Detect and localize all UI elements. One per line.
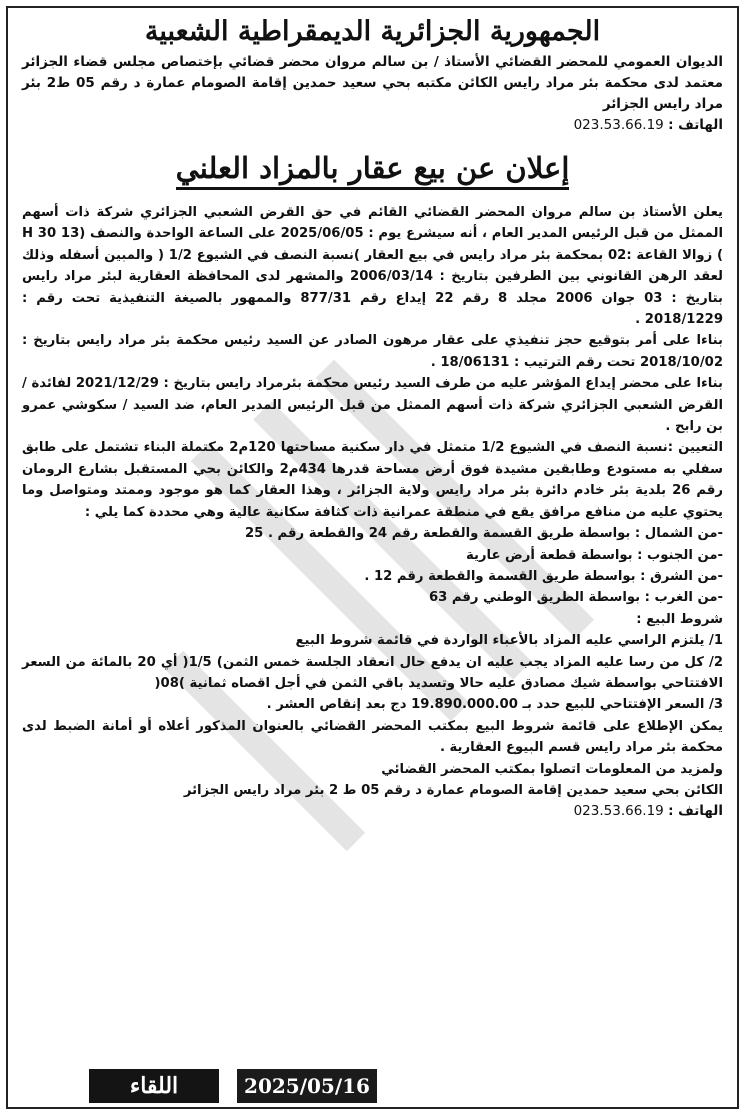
paragraph: 1/ يلتزم الراسي عليه المزاد بالأعباء الواردة في قائمة شروط البيع: [295, 633, 723, 649]
announcement-content: [22, 14, 723, 1063]
paragraph: الكائن بحي سعيد حمدين إقامة الصومام عمارة د رقم 05 ط 2 بئر مراد رايس الجزائر: [183, 782, 723, 798]
phone-number: 023.53.66.19: [573, 117, 664, 133]
closing-phone-number: 023.53.66.19: [573, 803, 664, 820]
publication-date: 2025/05/16: [237, 1069, 377, 1103]
newspaper-name: اللقاء: [89, 1069, 219, 1103]
paragraph: 2/ كل من رسا عليه المزاد يجب عليه ان يدفع حال انعقاد الجلسة خمس الثمن) 1/5( أي 20 بالمائة من السعر الافتتاحي بواسطة شيك مصادق عليه حالا وتسديد باقي الثمن في أجل اقصاه ثمانية )08(: [22, 654, 723, 691]
paragraph: -من الشرق : بواسطة طريق القسمة والقطعة رقم 12 .: [364, 568, 723, 584]
paragraph: -من الغرب : بواسطة الطريق الوطني رقم 63: [428, 590, 723, 606]
announcement-title-text: إعلان عن بيع عقار بالمزاد العلني: [176, 151, 570, 190]
paragraph: -من الجنوب : بواسطة قطعة أرض عارية: [465, 547, 723, 563]
publication-footer: [18, 1069, 727, 1103]
paragraph: شروط البيع :: [636, 611, 723, 627]
bailiff-office-info: الديوان العمومي للمحضر القضائي الأستاذ / بن سالم مروان محضر قضائي بإختصاص مجلس قضاء الجزائر معتمد لدى محكمة بئر مراد رايس الكائن مكتبه بحي سعيد حمدين إقامة الصومام عمارة د رقم 05 ط2 بئر مراد رايس الجزائر: [22, 54, 723, 112]
paragraph: بناءا على أمر بتوقيع حجز تنفيذي على عقار مرهون الصادر عن السيد رئيس محكمة بئر مراد رايس بتاريخ : 2018/10/02 تحت رقم الترتيب : 18/06131 .: [22, 333, 723, 370]
paragraph: ولمزيد من المعلومات اتصلوا بمكتب المحضر القضائي: [381, 761, 723, 777]
announcement-title: [22, 148, 723, 188]
phone-label: الهاتف :: [668, 117, 723, 133]
closing-phone: [22, 801, 723, 822]
closing-phone-label: الهاتف :: [668, 803, 723, 820]
paragraph: التعيين :نسبة النصف في الشيوع 1/2 متمثل في دار سكنية مساحتها 120م2 مكتملة البناء تشتمل على طابق سفلي به مستودع وطابقين مشيدة فوق أرض مساحة قدرها 434م2 والكائن بحي المستقبل بشارع الرومان رقم 26 بلدية بئر خادم دائرة بئر مراد رايس ولاية الجزائر ، وهذا العقار كما هو موجود وممتد ومتواصل وما يحتوي عليه من منافع مرافق يقع في منطقة عمرانية ذات كثافة سكانية عالية وهي محددة كما يلي :: [22, 440, 724, 520]
announcement-body: [22, 202, 723, 801]
announcement-page: [6, 6, 739, 1109]
paragraph: بناءا على محضر إيداع المؤشر عليه من طرف السيد رئيس محكمة بئرمراد رايس بتاريخ : 2021/12/29 لفائدة / القرض الشعبي الجزائري شركة ذات أسهم الممثل من قبل الرئيس المدير العام، ضد السيد / سكوشي عمرو بن رابح .: [22, 376, 723, 435]
paragraph: يمكن الإطلاع على قائمة شروط البيع بمكتب المحضر القضائي بالعنوان المذكور أعلاه أو أمانة الضبط لدى محكمة بئر مراد رايس قسم البيوع العقارية .: [22, 718, 723, 756]
republic-header: الجمهورية الجزائرية الديمقراطية الشعبية: [144, 16, 601, 47]
paragraph: -من الشمال : بواسطة طريق القسمة والقطعة رقم 24 والقطعة رقم . 25: [245, 526, 723, 542]
office-phone: [22, 115, 723, 136]
paragraph: يعلن الأستاذ بن سالم مروان المحضر القضائي القائم في حق القرض الشعبي الجزائري شركة ذات أسهم الممثل من قبل الرئيس المدير العام ، أنه سيشرع يوم : 2025/06/05 على الساعة الواحدة والنصف (H 30 13 ) زوالا القاعة :02 بمحكمة بئر مراد رايس في بيع العقار )نسبة النصف في الشيوع 1/2 ( والمبين أسفله وذلك لعقد الرهن القانوني بين الطرفين بتاريخ : 2006/03/14 والمشهر لدى المحافظة العقارية لبئر مراد رايس بتاريخ : 03 جوان 2006 مجلد 8 رقم 22 إيداع رقم 877/31 والممهور بالصيغة التنفيذية تحت رقم : 2018/1229 .: [22, 205, 724, 328]
paragraph: 3/ السعر الإفتتاحي للبيع حدد بـ 19.890.000.00 دج بعد إنقاص العشر .: [266, 697, 723, 713]
